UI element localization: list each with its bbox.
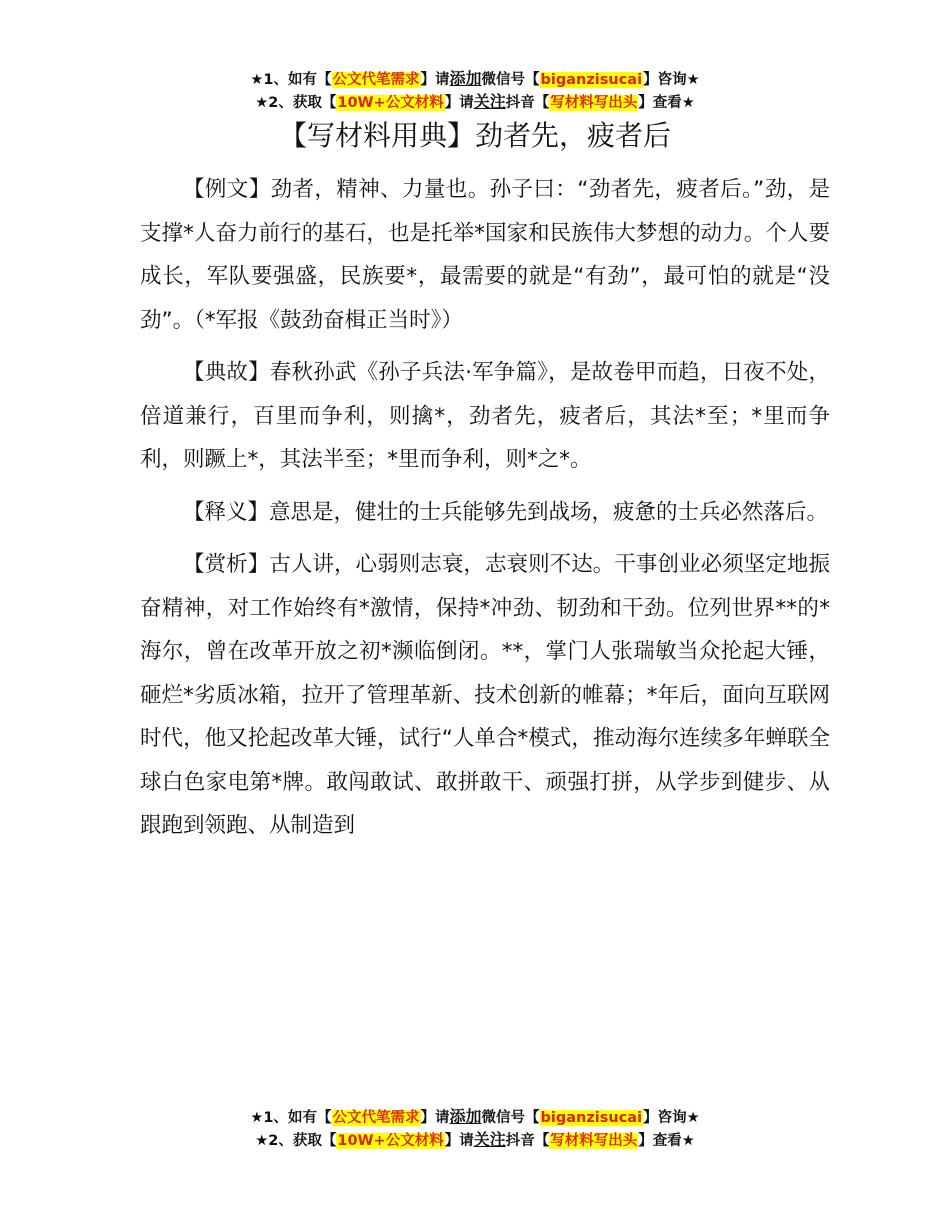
highlight-account: 写材料写出头 (550, 1133, 638, 1149)
banner-text: 抖音【 (505, 1133, 550, 1149)
paragraph-label: 【赏析】 (183, 552, 270, 577)
banner-emphasis: 添加 (449, 1107, 482, 1126)
footer-banner (0, 1106, 950, 1152)
banner-suffix: 】查看★ (638, 1133, 695, 1149)
highlight-materials: 10W+公文材料 (337, 1133, 444, 1149)
highlight-service: 公文代笔需求 (332, 1110, 420, 1126)
highlight-wechat-id: biganzisucai (540, 1110, 643, 1126)
banner-emphasis: 关注 (473, 1130, 506, 1149)
header-banner (0, 68, 950, 114)
banner-text: 】请 (444, 95, 474, 111)
banner-line-2 (0, 1129, 950, 1152)
highlight-service: 公文代笔需求 (332, 72, 420, 88)
highlight-materials: 10W+公文材料 (337, 95, 444, 111)
paragraph-meaning (140, 491, 830, 535)
banner-text: 抖音【 (505, 95, 550, 111)
banner-text: 微信号【 (481, 1110, 540, 1126)
page-title: 【写材料用典】劲者先，疲者后 (278, 119, 671, 152)
banner-suffix: 】咨询★ (643, 72, 700, 88)
highlight-account: 写材料写出头 (550, 95, 638, 111)
banner-text: 】请 (420, 1110, 450, 1126)
paragraph-allusion (140, 351, 830, 482)
paragraph-label: 【例文】 (183, 177, 271, 202)
paragraph-label: 【释义】 (183, 499, 270, 525)
paragraph-text: 劲者，精神、力量也。孙子曰：“劲者先，疲者后。”劲，是支撑*人奋力前行的基石，也是托举*国家和民族伟大梦想的动力。个人要成长，军队要强盛，民族要*，最需要的就是“有劲”，最可怕的就是“没劲”。（*军报《鼓劲奋楫正当时》） (140, 177, 830, 333)
paragraph-appreciation (140, 543, 830, 848)
document-body (140, 168, 830, 857)
banner-emphasis: 关注 (473, 92, 506, 111)
banner-suffix: 】咨询★ (643, 1110, 700, 1126)
banner-text: 】请 (444, 1133, 474, 1149)
banner-text: 】请 (420, 72, 450, 88)
highlight-wechat-id: biganzisucai (540, 72, 643, 88)
paragraph-text: 春秋孙武《孙子兵法·军争篇》，是故卷甲而趋，日夜不处，倍道兼行，百里而争利，则擒*，劲者先，疲者后，其法*至；*里而争利，则蹶上*，其法半至；*里而争利，则*之*。 (140, 360, 830, 472)
banner-suffix: 】查看★ (638, 95, 695, 111)
banner-prefix: ★1、如有【 (250, 1110, 332, 1126)
banner-prefix: ★1、如有【 (250, 72, 332, 88)
banner-prefix: ★2、获取【 (255, 1133, 337, 1149)
banner-emphasis: 添加 (449, 69, 482, 88)
paragraph-text: 意思是，健壮的士兵能够先到战场，疲惫的士兵必然落后。 (269, 499, 829, 525)
paragraph-example (140, 168, 830, 342)
banner-line-1 (0, 1106, 950, 1129)
banner-line-2 (0, 91, 950, 114)
paragraph-text: 古人讲，心弱则志衰，志衰则不达。干事创业必须坚定地振奋精神，对工作始终有*激情，保持*冲劲、韧劲和干劲。位列世界**的*海尔，曾在改革开放之初*濒临倒闭。**，掌门人张瑞敏当众抡起大锤，砸烂*劣质冰箱，拉开了管理革新、技术创新的帷幕；*年后，面向互联网时代，他又抡起改革大锤，试行“人单合*模式，推动海尔连续多年蝉联全球白色家电第*牌。敢闯敢试、敢拼敢干、顽强打拼，从学步到健步、从跟跑到领跑、从制造到 (140, 552, 830, 838)
banner-prefix: ★2、获取【 (255, 95, 337, 111)
paragraph-label: 【典故】 (183, 360, 270, 385)
banner-line-1 (0, 68, 950, 91)
banner-text: 微信号【 (481, 72, 540, 88)
